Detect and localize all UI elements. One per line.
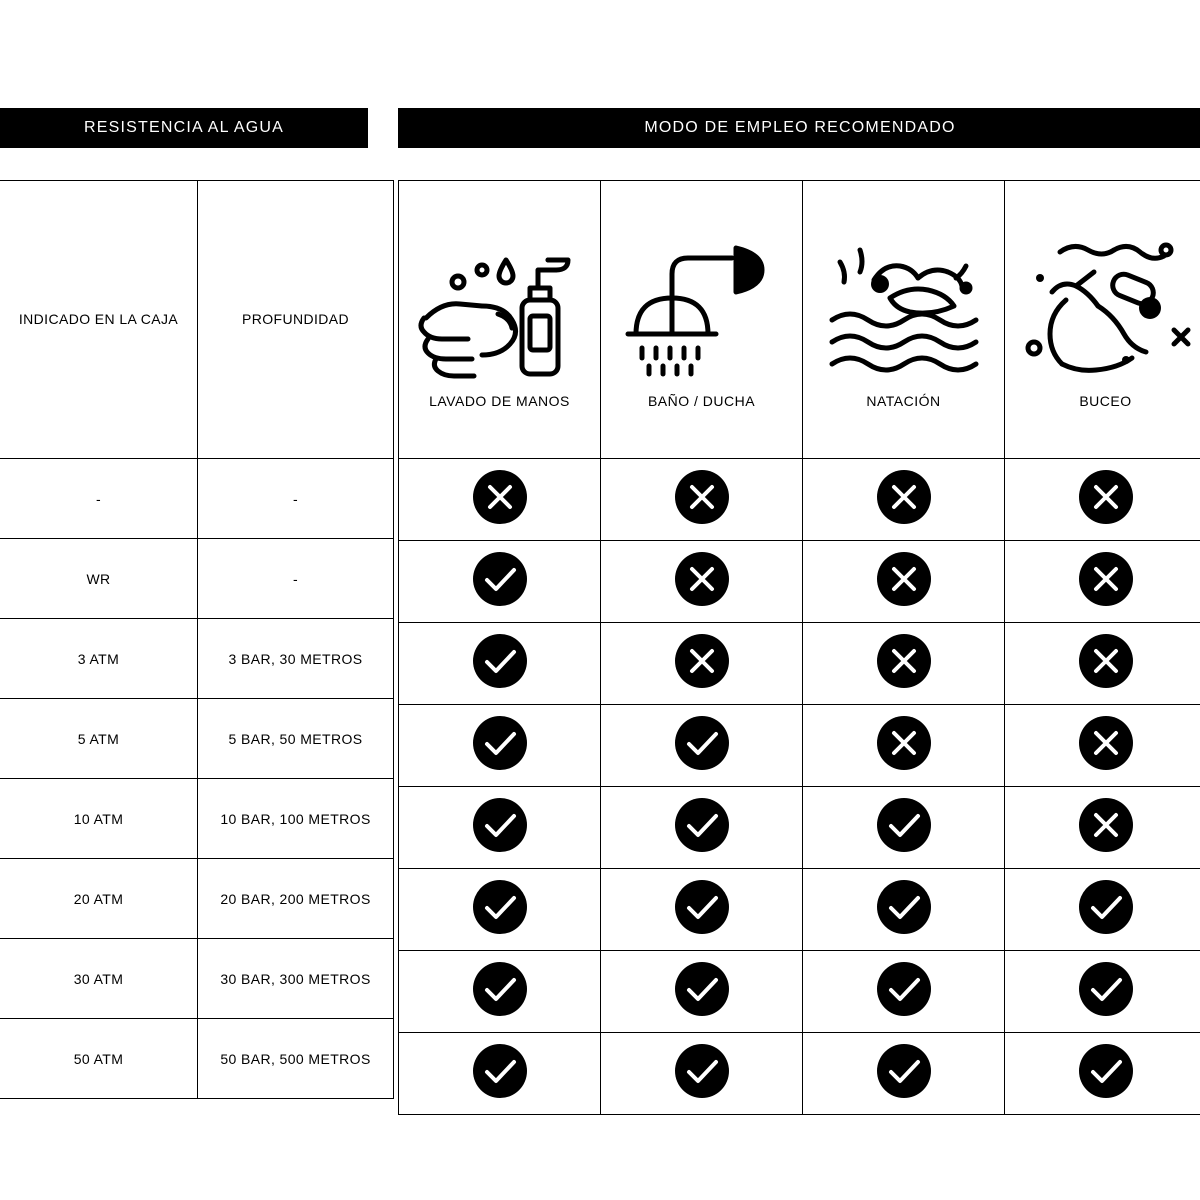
cell-box: 30 ATM [0, 939, 198, 1019]
status-cell [399, 623, 601, 705]
status-badge [877, 1044, 931, 1098]
cell-box: 10 ATM [0, 779, 198, 859]
status-badge [877, 634, 931, 688]
status-cell [1005, 705, 1200, 787]
handwash-icon [410, 217, 590, 387]
status-row [399, 787, 1200, 869]
table-row [0, 699, 394, 779]
cell-depth: 30 BAR, 300 METROS [198, 939, 394, 1019]
status-badge [1079, 880, 1133, 934]
status-cell [399, 541, 601, 623]
cell-box: 3 ATM [0, 619, 198, 699]
status-badge [473, 634, 527, 688]
cell-depth: 50 BAR, 500 METROS [198, 1019, 394, 1099]
table-row [0, 939, 394, 1019]
status-badge [675, 1044, 729, 1098]
status-cell [601, 541, 803, 623]
status-cell [601, 787, 803, 869]
status-row [399, 623, 1200, 705]
cell-depth: 3 BAR, 30 METROS [198, 619, 394, 699]
status-badge [1079, 962, 1133, 1016]
status-badge [877, 716, 931, 770]
status-cell [601, 951, 803, 1033]
usage-column-diving [1005, 181, 1200, 459]
status-cell [1005, 951, 1200, 1033]
status-badge [473, 798, 527, 852]
status-row [399, 705, 1200, 787]
usage-column-label: BUCEO [1079, 392, 1132, 409]
status-badge [473, 880, 527, 934]
usage-header-row [399, 181, 1200, 459]
status-cell [803, 951, 1005, 1033]
status-row [399, 951, 1200, 1033]
usage-column-label: NATACIÓN [866, 392, 941, 409]
header-recommended-use: MODO DE EMPLEO RECOMENDADO [398, 108, 1200, 148]
status-row [399, 541, 1200, 623]
status-badge [473, 470, 527, 524]
status-badge [473, 552, 527, 606]
status-cell [803, 1033, 1005, 1115]
recommended-use-table [398, 180, 1200, 1115]
status-badge [1079, 716, 1133, 770]
status-cell [601, 869, 803, 951]
status-badge [675, 634, 729, 688]
status-badge [1079, 1044, 1133, 1098]
cell-depth: - [198, 459, 394, 539]
status-badge [877, 880, 931, 934]
status-cell [1005, 869, 1200, 951]
cell-box: 5 ATM [0, 699, 198, 779]
table-row [0, 1019, 394, 1099]
water-resistance-table [0, 180, 394, 1099]
column-header-box: INDICADO EN LA CAJA [0, 181, 198, 459]
status-cell [399, 951, 601, 1033]
status-cell [803, 705, 1005, 787]
cell-depth: 10 BAR, 100 METROS [198, 779, 394, 859]
cell-box: 50 ATM [0, 1019, 198, 1099]
cell-depth: 5 BAR, 50 METROS [198, 699, 394, 779]
table-row [0, 459, 394, 539]
table-row [0, 859, 394, 939]
status-cell [399, 705, 601, 787]
column-header-depth: PROFUNDIDAD [198, 181, 394, 459]
swimming-icon [814, 217, 994, 387]
status-badge [877, 962, 931, 1016]
cell-depth: 20 BAR, 200 METROS [198, 859, 394, 939]
status-row [399, 1033, 1200, 1115]
usage-column-label: BAÑO / DUCHA [647, 392, 756, 409]
status-cell [399, 459, 601, 541]
status-badge [877, 470, 931, 524]
status-row [399, 459, 1200, 541]
status-badge [675, 716, 729, 770]
status-cell [1005, 1033, 1200, 1115]
status-badge [1079, 470, 1133, 524]
header-water-resistance: RESISTENCIA AL AGUA [0, 108, 368, 148]
status-badge [675, 962, 729, 1016]
status-cell [1005, 459, 1200, 541]
status-badge [675, 470, 729, 524]
status-badge [675, 552, 729, 606]
cell-box: WR [0, 539, 198, 619]
status-badge [1079, 634, 1133, 688]
status-badge [473, 716, 527, 770]
status-cell [803, 459, 1005, 541]
shower-icon [612, 217, 792, 387]
status-cell [601, 1033, 803, 1115]
usage-column-handwash [399, 181, 601, 459]
table-row [0, 539, 394, 619]
status-cell [601, 705, 803, 787]
status-row [399, 869, 1200, 951]
status-badge [675, 798, 729, 852]
status-cell [1005, 623, 1200, 705]
table-header-row [0, 181, 394, 459]
cell-depth: - [198, 539, 394, 619]
status-cell [399, 1033, 601, 1115]
diving-icon [1016, 217, 1196, 387]
status-cell [399, 869, 601, 951]
status-cell [601, 459, 803, 541]
usage-column-label: LAVADO DE MANOS [429, 392, 570, 409]
status-cell [803, 869, 1005, 951]
usage-column-swimming [803, 181, 1005, 459]
status-cell [399, 787, 601, 869]
status-cell [1005, 541, 1200, 623]
status-cell [803, 787, 1005, 869]
table-row [0, 779, 394, 859]
status-cell [803, 541, 1005, 623]
usage-column-shower [601, 181, 803, 459]
cell-box: 20 ATM [0, 859, 198, 939]
status-badge [675, 880, 729, 934]
status-cell [1005, 787, 1200, 869]
status-badge [473, 962, 527, 1016]
table-row [0, 619, 394, 699]
status-badge [1079, 798, 1133, 852]
status-badge [473, 1044, 527, 1098]
cell-box: - [0, 459, 198, 539]
status-badge [877, 552, 931, 606]
status-badge [1079, 552, 1133, 606]
status-cell [803, 623, 1005, 705]
status-badge [877, 798, 931, 852]
status-cell [601, 623, 803, 705]
